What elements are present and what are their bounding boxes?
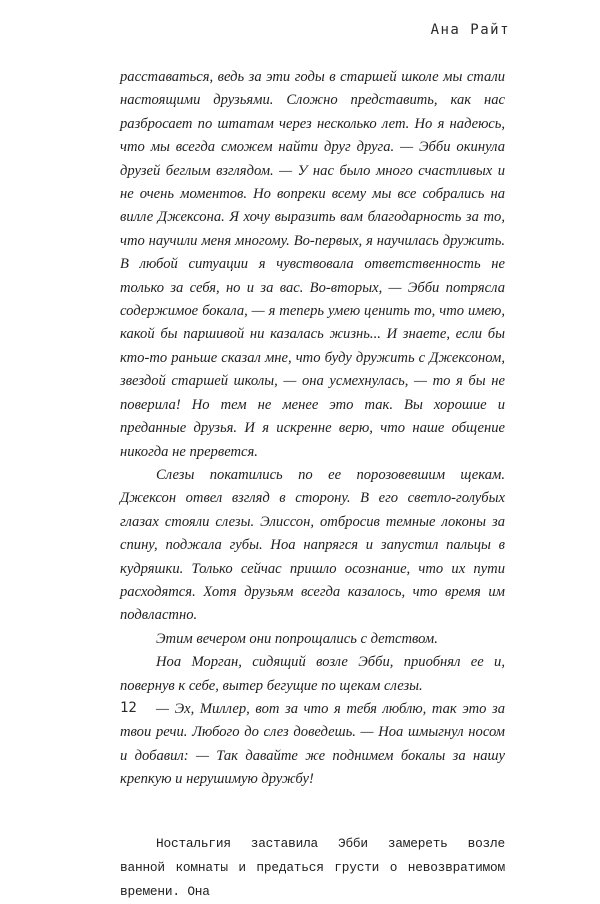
page-number: 12 (120, 700, 137, 716)
running-header-author: Ана Райт (430, 22, 510, 38)
section-spacer (120, 792, 505, 832)
italic-paragraph: Этим вечером они попрощались с детством. (156, 630, 438, 647)
italic-paragraph: Слезы покатились по ее порозовевшим щекам. Джексон отвел взгляд в сторону. В его светло-голубых глазах стояли слезы. Элиссон, отбросив темные локоны за спину, поджала губы. Ноа напрягся и запустил пальцы в кудряшки. Только сейчас пришло осознание, что их пути расходятся. Хотя друзьям всегда казалось, что время им подвластно. (120, 466, 505, 624)
regular-paragraph: Ностальгия заставила Эбби замереть возле ванной комнаты и предаться грусти о невозвратимом времени. Она (120, 835, 505, 899)
italic-paragraph: Ноа Морган, сидящий возле Эбби, приобнял ее и, повернув к себе, вытер бегущие по щекам слезы. (120, 654, 505, 694)
italic-paragraph: расставаться, ведь за эти годы в старшей школе мы стали настоящими друзьями. Сложно представить, как нас разбросает по штатам через несколько лет. Но я надеюсь, что мы всегда сможем найти друг друга. — Эбби окинула друзей беглым взглядом. — У нас было много счастливых и не очень моментов. Но вопреки всему мы все собрались на вилле Джексона. Я хочу выразить вам благодарность за то, что научили меня многому. Во-первых, я научилась дружить. В любой ситуации я чувствовала ответственность не только за себя, но и за вас. Во-вторых, — Эбби потрясла содержимое бокала, — я теперь умею ценить то, что имею, какой бы паршивой ни казалась жизнь... И знаете, если бы кто-то раньше сказал мне, что буду дружить с Джексоном, звездой старшей школы, — она усмехнулась, — то я бы не поверила! Но тем не менее это так. Вы хорошие и преданные друзья. И я искренне верю, что наше общение никогда не прервется. (120, 69, 505, 460)
italic-paragraph: — Эх, Миллер, вот за что я тебя люблю, так это за твои речи. Любого до слез доведешь. — Ноа шмыгнул носом и добавил: — Так давайте же поднимем бокалы за нашу крепкую и нерушимую дружбу! (120, 700, 505, 788)
page-body (120, 66, 505, 904)
